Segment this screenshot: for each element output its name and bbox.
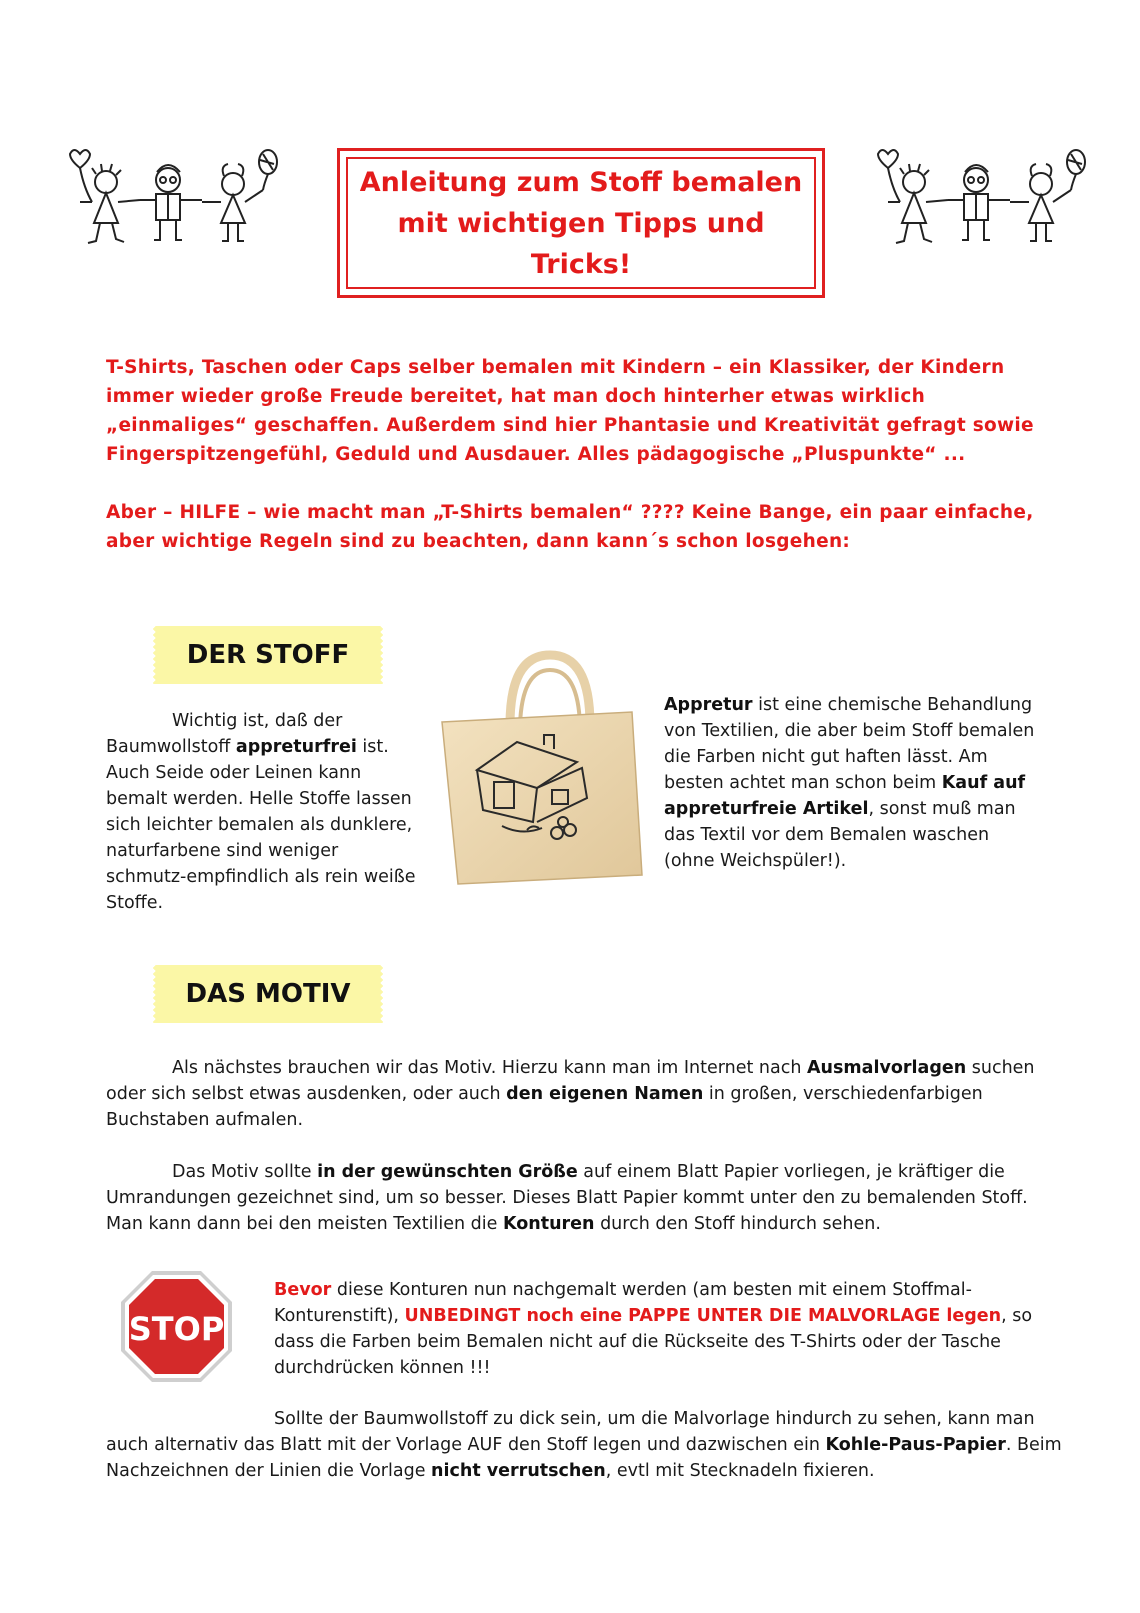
motiv-p3-r1: Bevor	[274, 1280, 332, 1300]
section-heading-motiv	[153, 965, 383, 1023]
stoff-right-b2: Kauf auf appreturfreie Artikel	[664, 773, 1026, 819]
intro-paragraph-2: Aber – HILFE – wie macht man „T-Shirts bemalen“ ???? Keine Bange, ein paar einfache, aber wichtige Regeln sind zu beachten, dann kann´s schon losgehen:	[106, 502, 1034, 552]
intro-text	[106, 353, 1066, 556]
stoff-right-text	[664, 692, 1036, 874]
motiv-p2-b2: Konturen	[502, 1214, 595, 1234]
stoff-left-text	[106, 708, 424, 916]
motiv-p4-t1: Sollte der Baumwollstoff zu dick sein, um die Malvorlage hindurch zu sehen, kann man auch alternativ das Blatt mit der Vorlage AUF den Stoff legen und dazwischen ein	[106, 1409, 1035, 1455]
motiv-p2-b1: in der gewünschten Größe	[317, 1162, 578, 1182]
stoff-left-b1: appreturfrei	[235, 737, 357, 757]
motiv-p4-t2: . Beim Nachzeichnen der Linien die Vorlage	[106, 1435, 1062, 1481]
motiv-p2-t3: durch den Stoff hindurch sehen.	[594, 1214, 881, 1234]
stop-sign-label: STOP	[128, 1310, 225, 1348]
motiv-p1-t3: in großen, verschiedenfarbigen Buchstaben aufmalen.	[106, 1084, 983, 1130]
title-line-2: mit wichtigen Tipps und	[397, 207, 765, 239]
motiv-p1-b2: den eigenen Namen	[506, 1084, 704, 1104]
title-line-1: Anleitung zum Stoff bemalen	[359, 166, 803, 198]
section-heading-motiv-label: DAS MOTIV	[185, 979, 351, 1009]
title-box	[337, 148, 825, 298]
section-heading-stoff	[153, 626, 383, 684]
intro-paragraph-1: T-Shirts, Taschen oder Caps selber bemalen mit Kindern – ein Klassiker, der Kindern immer wieder große Freude bereitet, hat man doch hinterher etwas wirklich „einmaliges“ geschaffen. Außerdem sind hier Phantasie und Kreativität gefragt sowie Fingerspitzengefühl, Geduld und Ausdauer. Alles pädagogische „Pluspunkte“ ...	[106, 357, 1034, 465]
stop-sign-icon	[118, 1268, 235, 1385]
section-heading-stoff-label: DER STOFF	[186, 640, 350, 670]
stoff-left-t2: ist. Auch Seide oder Leinen kann bemalt werden. Helle Stoffe lassen sich leichter bemalen als dunklere, naturfarbene sind weniger schmutz-empfindlich als rein weiße Stoffe.	[106, 737, 416, 913]
motiv-p4-b1: Kohle-Paus-Papier	[825, 1435, 1006, 1455]
motiv-p4-b2: nicht verrutschen	[431, 1461, 606, 1481]
stoff-right-t1: ist eine chemische Behandlung von Textilien, die aber beim Stoff bemalen die Farben nicht gut haften lässt. Am besten achtet man schon beim	[664, 695, 1035, 793]
motiv-p2-t2: auf einem Blatt Papier vorliegen, je kräftiger die Umrandungen gezeichnet sind, um so besser. Dieses Blatt Papier kommt unter den zu bemalenden Stoff. Man kann dann bei den meisten Textilien die	[106, 1162, 1028, 1234]
motiv-paragraph-1	[106, 1055, 1052, 1133]
motiv-paragraph-3	[274, 1277, 1052, 1381]
tote-bag-image	[432, 650, 650, 890]
children-clipart-right	[876, 142, 1101, 257]
stoff-right-t2: , sonst muß man das Textil vor dem Bemalen waschen (ohne Weichspüler!).	[664, 799, 1016, 871]
motiv-p3-t1: diese Konturen nun nachgemalt werden (am besten mit einem Stoffmal-Konturenstift),	[274, 1280, 972, 1326]
motiv-p4-t3: , evtl mit Stecknadeln fixieren.	[605, 1461, 875, 1481]
motiv-p1-t1: Als nächstes brauchen wir das Motiv. Hierzu kann man im Internet nach	[172, 1058, 807, 1078]
motiv-p1-t2: suchen oder sich selbst etwas ausdenken, oder auch	[106, 1058, 1035, 1104]
stoff-right-b1: Appretur	[664, 695, 753, 715]
children-clipart-left	[68, 142, 293, 257]
motiv-p3-r2: UNBEDINGT noch eine PAPPE UNTER DIE MALVORLAGE legen	[404, 1306, 1002, 1326]
motiv-p1-b1: Ausmalvorlagen	[806, 1058, 967, 1078]
motiv-paragraph-4	[106, 1406, 1066, 1484]
motiv-p3-t2: , so dass die Farben beim Bemalen nicht auf die Rückseite des T-Shirts oder der Tasche durchdrücken können !!!	[274, 1306, 1033, 1378]
title-line-3: Tricks!	[530, 248, 632, 280]
motiv-paragraph-2	[106, 1159, 1052, 1237]
stoff-left-t1: Wichtig ist, daß der Baumwollstoff	[106, 711, 343, 757]
motiv-p2-t1: Das Motiv sollte	[172, 1162, 318, 1182]
